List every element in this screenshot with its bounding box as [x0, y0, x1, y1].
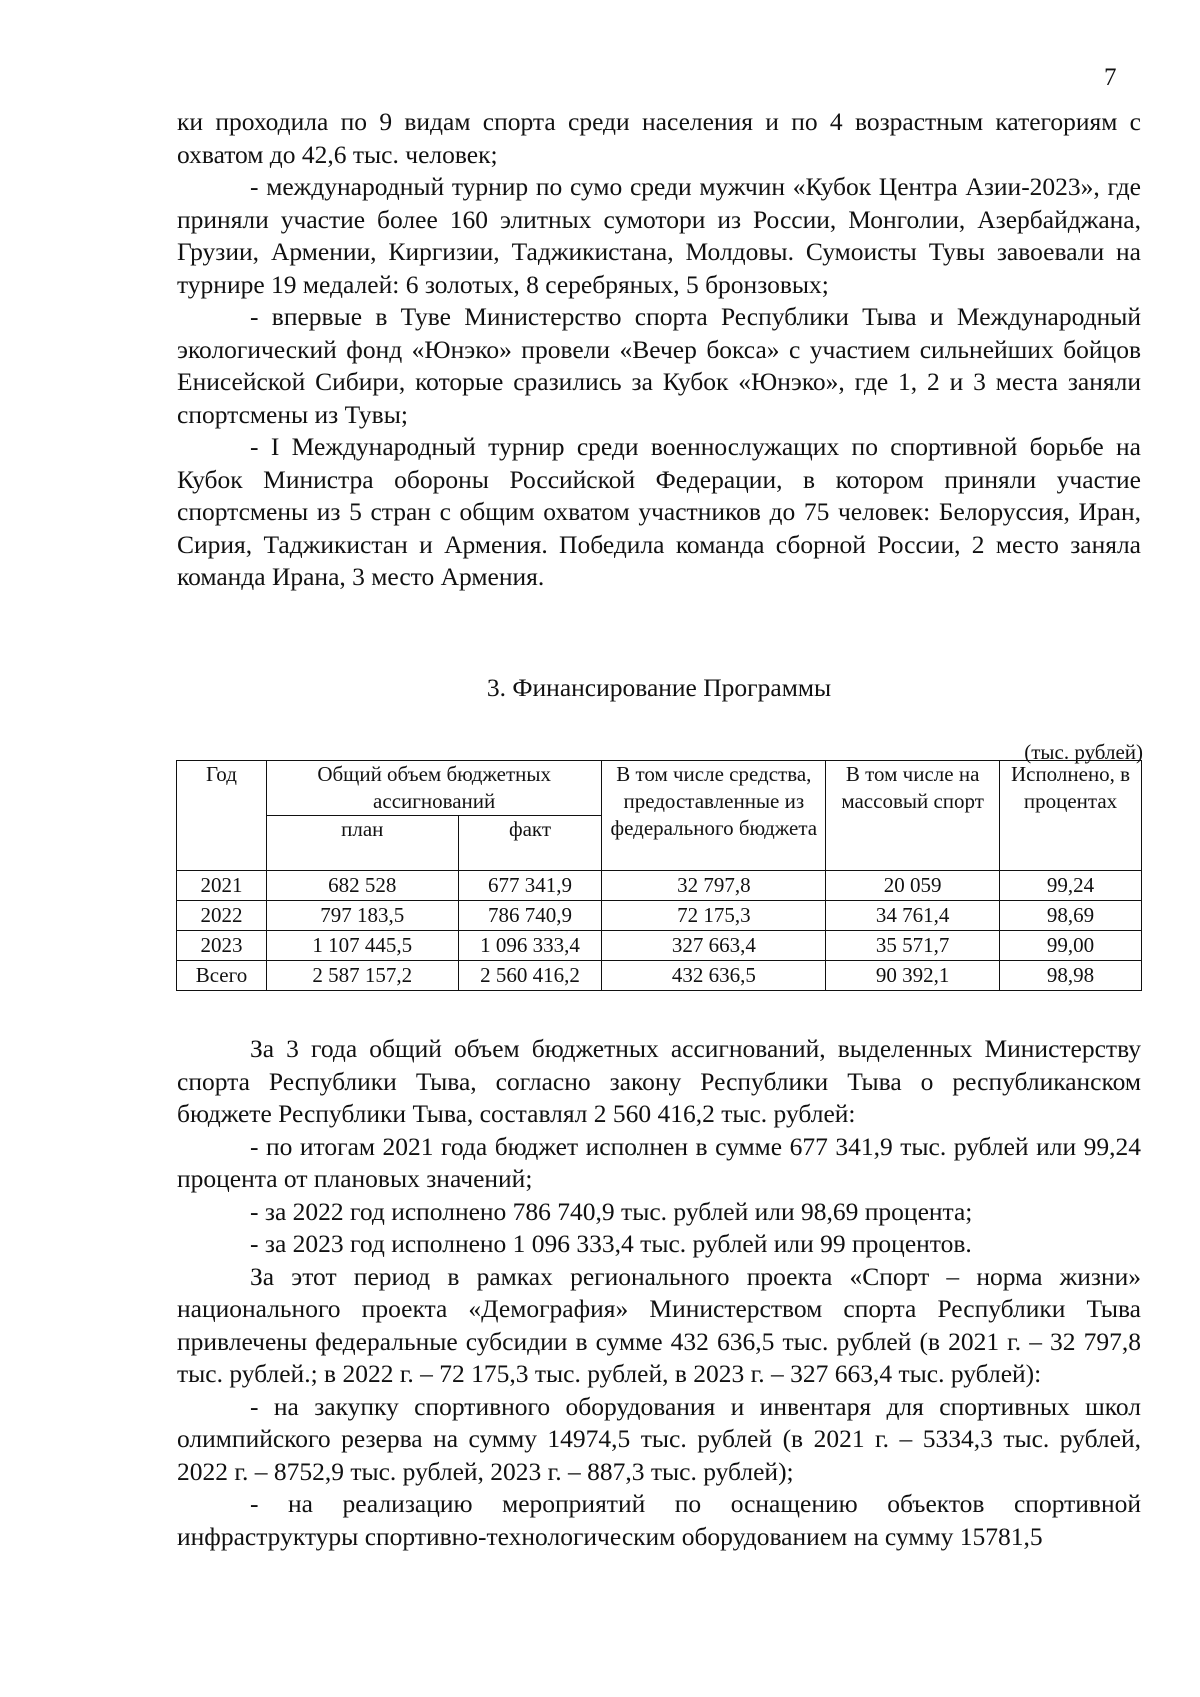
cell-fact: 2 560 416,2 — [458, 961, 602, 991]
header-total: Общий объем бюджетных ассигнований — [266, 761, 601, 816]
cell-fact: 1 096 333,4 — [458, 931, 602, 961]
cell-fact: 677 341,9 — [458, 871, 602, 901]
cell-year: 2022 — [177, 901, 267, 931]
top-text-block — [177, 106, 1141, 594]
cell-year: 2023 — [177, 931, 267, 961]
header-percent: Исполнено, в процентах — [1000, 761, 1142, 871]
cell-mass-sport: 90 392,1 — [826, 961, 1000, 991]
paragraph: ки проходила по 9 видам спорта среди населения и по 4 возрастным категориям с охватом до 42,6 тыс. человек; — [177, 107, 1141, 169]
paragraph: - международный турнир по сумо среди мужчин «Кубок Центра Азии-2023», где приняли участие более 160 элитных сумотори из России, Монголии, Азербайджана, Грузии, Армении, Киргизии, Таджикистана, Молдовы. Сумоисты Тувы завоевали на турнире 19 медалей: 6 золотых, 8 серебряных, 5 бронзовых; — [177, 172, 1141, 299]
unit-note: (тыс. рублей) — [1024, 740, 1143, 764]
paragraph: - впервые в Туве Министерство спорта Республики Тыва и Международный экологический фонд «Юнэко» провели «Вечер бокса» с участием сильнейших бойцов Енисейской Сибири, которые сразились за Кубок «Юнэко», где 1, 2 и 3 места заняли спортсмены из Тувы; — [177, 302, 1141, 429]
paragraph: За этот период в рамках регионального проекта «Спорт – норма жизни» национального проекта «Демография» Министерством спорта Республики Тыва привлечены федеральные субсидии в сумме 432 636,5 тыс. рублей (в 2021 г. – 32 797,8 тыс. рублей.; в 2022 г. – 72 175,3 тыс. рублей, в 2023 г. – 327 663,4 тыс. рублей): — [177, 1261, 1141, 1388]
cell-plan: 797 183,5 — [266, 901, 458, 931]
header-fact: факт — [458, 816, 602, 871]
cell-federal: 32 797,8 — [602, 871, 826, 901]
cell-plan: 682 528 — [266, 871, 458, 901]
cell-percent: 98,98 — [1000, 961, 1142, 991]
financing-table — [176, 760, 1142, 991]
cell-year: 2021 — [177, 871, 267, 901]
header-year: Год — [177, 761, 267, 871]
cell-mass-sport: 34 761,4 — [826, 901, 1000, 931]
cell-plan: 2 587 157,2 — [266, 961, 458, 991]
table-row — [177, 871, 1142, 901]
cell-fact: 786 740,9 — [458, 901, 602, 931]
header-federal: В том числе средства, предоставленные из федерального бюджета — [602, 761, 826, 871]
table-row — [177, 901, 1142, 931]
paragraph: - по итогам 2021 года бюджет исполнен в сумме 677 341,9 тыс. рублей или 99,24 процента от плановых значений; — [177, 1131, 1141, 1193]
table-row-total — [177, 961, 1142, 991]
paragraph: - на реализацию мероприятий по оснащению объектов спортивной инфраструктуры спортивно-технологическим оборудованием на сумму 15781,5 — [177, 1489, 1141, 1551]
paragraph: - на закупку спортивного оборудования и инвентаря для спортивных школ олимпийского резерва на сумму 14974,5 тыс. рублей (в 2021 г. – 5334,3 тыс. рублей, 2022 г. – 8752,9 тыс. рублей, 2023 г. – 887,3 тыс. рублей); — [177, 1391, 1141, 1486]
section-title: 3. Финансирование Программы — [486, 673, 832, 702]
paragraph: За 3 года общий объем бюджетных ассигнований, выделенных Министерству спорта Республики Тыва, согласно закону Республики Тыва о республиканском бюджете Республики Тыва, составлял 2 560 416,2 тыс. рублей: — [177, 1034, 1141, 1128]
table-row — [177, 931, 1142, 961]
paragraph: - за 2022 год исполнено 786 740,9 тыс. рублей или 98,69 процента; — [250, 1196, 973, 1226]
paragraph: - I Международный турнир среди военнослужащих по спортивной борьбе на Кубок Министра обороны Российской Федерации, в котором приняли участие спортсмены из 5 стран с общим охватом участников до 75 человек: Белоруссия, Иран, Сирия, Таджикистан и Армения. Победила команда сборной России, 2 место заняла команда Ирана, 3 место Армения. — [177, 432, 1141, 591]
cell-mass-sport: 20 059 — [826, 871, 1000, 901]
cell-percent: 99,00 — [1000, 931, 1142, 961]
paragraph: - за 2023 год исполнено 1 096 333,4 тыс. рублей или 99 процентов. — [250, 1229, 972, 1258]
bottom-text-block — [177, 1033, 1141, 1553]
cell-year: Всего — [177, 961, 267, 991]
cell-federal: 327 663,4 — [602, 931, 826, 961]
cell-percent: 99,24 — [1000, 871, 1142, 901]
cell-percent: 98,69 — [1000, 901, 1142, 931]
page-number: 7 — [1104, 64, 1117, 91]
cell-federal: 432 636,5 — [602, 961, 826, 991]
cell-plan: 1 107 445,5 — [266, 931, 458, 961]
cell-mass-sport: 35 571,7 — [826, 931, 1000, 961]
cell-federal: 72 175,3 — [602, 901, 826, 931]
header-mass-sport: В том числе на массовый спорт — [826, 761, 1000, 871]
header-plan: план — [266, 816, 458, 871]
